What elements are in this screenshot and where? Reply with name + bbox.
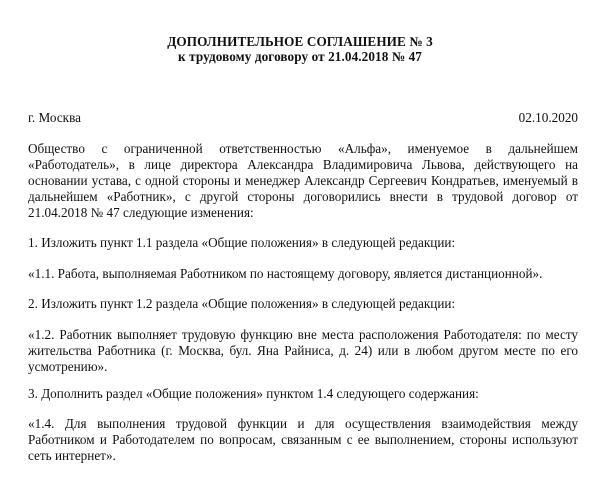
item-1-quote: «1.1. Работа, выполняемая Работником по настоящему договору, является дистанционной».	[28, 266, 543, 281]
item-2-paragraph: 2. Изложить пункт 1.2 раздела «Общие положения» в следующей редакции:	[28, 296, 456, 311]
item-3-quote: «1.4. Для выполнения трудовой функции и для осуществления взаимодействия между Работником и Работодателем по вопросам, связанным с ее выполнением, стороны используют сеть интернет».	[28, 416, 578, 464]
item-3-paragraph: 3. Дополнить раздел «Общие положения» пунктом 1.4 следующего содержания:	[28, 386, 479, 401]
item-2-quote: «1.2. Работник выполняет трудовую функцию вне места расположения Работодателя: по месту жительства Работника (г. Москва, бул. Яна Райниса, д. 24) или в любом другом месте по его усмотрению».	[28, 327, 578, 375]
document-subtitle: к трудовому договору от 21.04.2018 № 47	[178, 49, 422, 64]
document-title: ДОПОЛНИТЕЛЬНОЕ СОГЛАШЕНИЕ № 3	[167, 34, 433, 49]
city-label: г. Москва	[28, 110, 81, 125]
intro-paragraph: Общество с ограниченной ответственностью «Альфа», именуемое в дальнейшем «Работодатель», в лице директора Александра Владимировича Львова, действующего на основании устава, с одной стороны и менеджер Александр Сергеевич Кондратьев, именуемый в дальнейшем «Работник», с другой стороны договорились внести в трудовой договор от 21.04.2018 № 47 следующие изменения:	[28, 141, 578, 221]
date-label: 02.10.2020	[518, 110, 578, 125]
item-1-paragraph: 1. Изложить пункт 1.1 раздела «Общие положения» в следующей редакции:	[28, 235, 456, 250]
